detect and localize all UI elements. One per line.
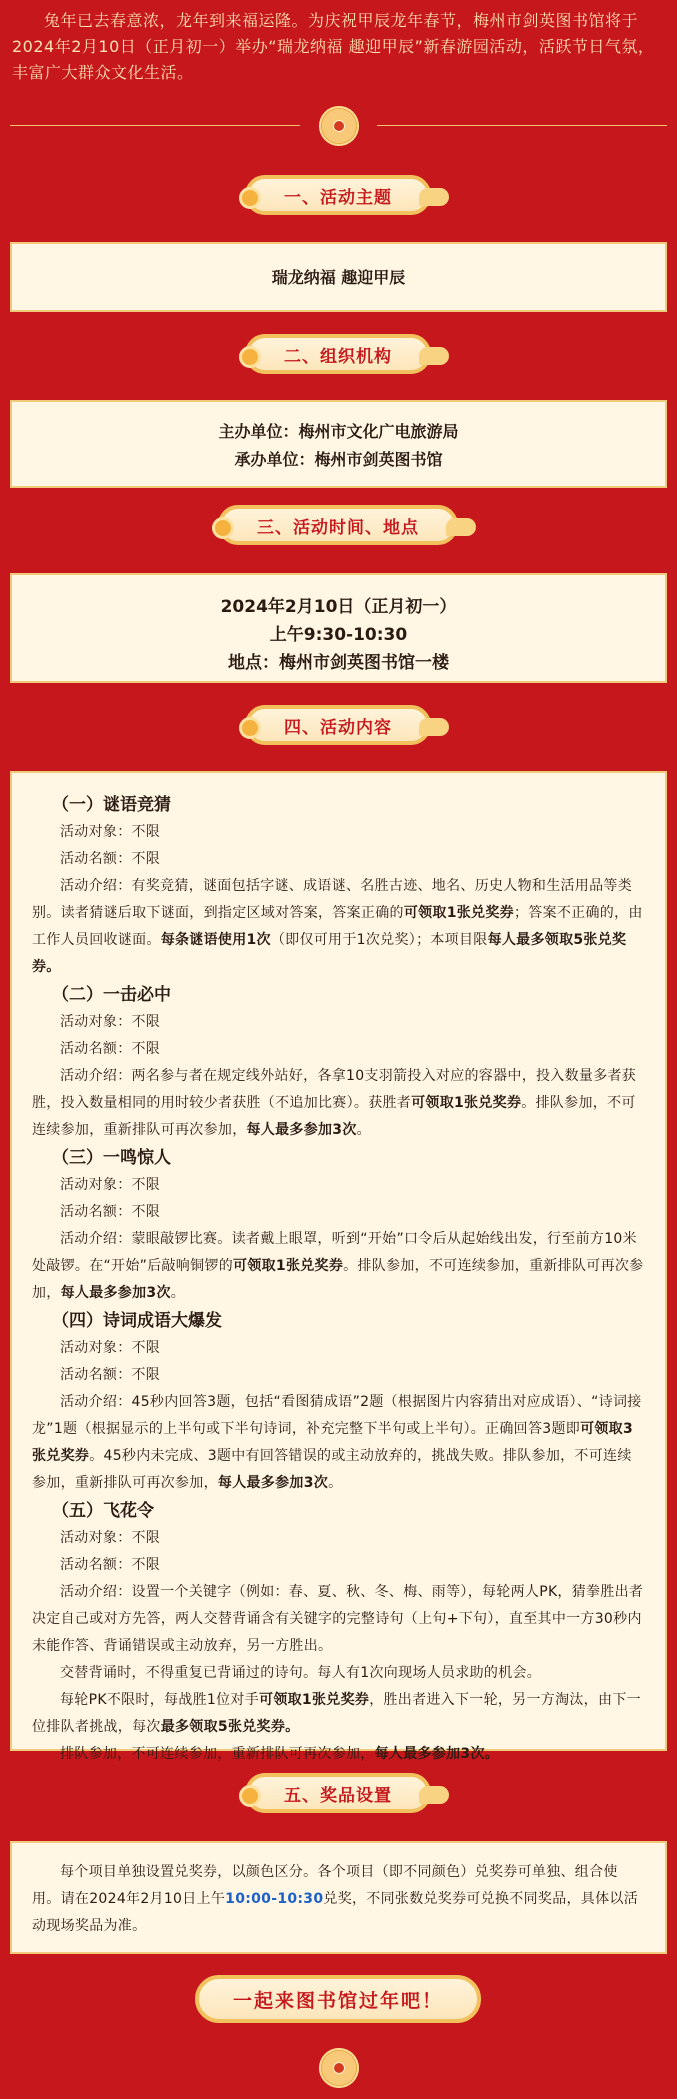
section-banner-time: 三、活动时间、地点: [218, 505, 458, 545]
event-place: 地点：梅州市剑英图书馆一楼: [228, 653, 449, 673]
activity-quota: 活动名额：不限: [60, 1041, 161, 1057]
activity-heading: （二）一击必中: [52, 985, 171, 1005]
activity-target: 活动对象：不限: [60, 824, 161, 840]
section-banner-theme: 一、活动主题: [245, 175, 431, 215]
event-date: 2024年2月10日（正月初一）: [220, 597, 457, 617]
section-banner-org: 二、组织机构: [245, 334, 431, 374]
theme-text: 瑞龙纳福 趣迎甲辰: [271, 268, 406, 287]
activity-quota: 活动名额：不限: [60, 1367, 161, 1383]
bottom-divider: [10, 2048, 667, 2088]
event-hours: 上午9:30-10:30: [269, 625, 408, 645]
top-divider: [10, 106, 667, 146]
section-banner-prize: 五、奖品设置: [245, 1773, 431, 1813]
organizer-unit: 承办单位：梅州市剑英图书馆: [234, 450, 443, 469]
activity-quota: 活动名额：不限: [60, 1557, 161, 1573]
activity-quota: 活动名额：不限: [60, 1204, 161, 1220]
activity-target: 活动对象：不限: [60, 1530, 161, 1546]
activity-intro: 活动介绍：有奖竞猜，谜面包括字谜、成语谜、名胜古迹、地名、历史人物和生活用品等类别。读者猜谜后取下谜面，到指定区域对答案，答案正确的可领取1张兑奖券；答案不正确的，由工作人员回收谜面。每条谜语使用1次（即仅可用于1次兑奖）；本项目限每人最多领取5张兑奖券。: [32, 878, 643, 975]
activity-target: 活动对象：不限: [60, 1340, 161, 1356]
activities-card: [10, 771, 667, 1762]
intro-paragraph: 兔年已去春意浓，龙年到来福运隆。为庆祝甲辰龙年春节，梅州市剑英图书馆将于2024年2月10日（正月初一）举办“瑞龙纳福 趣迎甲辰”新春游园活动，活跃节日气氛，丰富广大群众文化生活。: [12, 11, 655, 82]
activity-target: 活动对象：不限: [60, 1014, 161, 1030]
theme-card: [10, 242, 667, 312]
activity-intro: 活动介绍：45秒内回答3题，包括“看图猜成语”2题（根据图片内容猜出对应成语）、“诗词接龙”1题（根据显示的上半句或下半句诗词，补充完整下半句或上半句）。正确回答3题即可领取3张兑奖券。45秒内未完成、3题中有回答错误的或主动放弃的，挑战失败。排队参加，不可连续参加，重新排队可再次参加，每人最多参加3次。: [32, 1394, 642, 1491]
activity-heading: （五）飞花令: [52, 1501, 154, 1521]
activity-heading: （三）一鸣惊人: [52, 1148, 171, 1168]
plum-blossom-icon: [319, 2048, 359, 2088]
activity-heading: （四）诗词成语大爆发: [52, 1311, 222, 1331]
activity-join: 排队参加，不可连续参加，重新排队可再次参加，每人最多参加3次。: [60, 1746, 500, 1762]
activity-intro: 活动介绍：设置一个关键字（例如：春、夏、秋、冬、梅、雨等），每轮两人PK，猜拳胜出者决定自己或对方先答，两人交替背诵含有关键字的完整诗句（上句+下句），直至其中一方30秒内未能作答、背诵错误或主动放弃，另一方胜出。: [32, 1584, 644, 1654]
activity-intro: 活动介绍：两名参与者在规定线外站好，各拿10支羽箭投入对应的容器中，投入数量多者获胜，投入数量相同的用时较少者获胜（不追加比赛）。获胜者可领取1张兑奖券。排队参加，不可连续参加，重新排队可再次参加，每人最多参加3次。: [32, 1068, 637, 1138]
activity-heading: （一）谜语竞猜: [52, 795, 171, 815]
section-banner-content: 四、活动内容: [245, 705, 431, 745]
prize-card: [10, 1841, 667, 1954]
time-card: [10, 573, 667, 683]
org-card: [10, 400, 667, 488]
activity-round: 每轮PK不限时，每战胜1位对手可领取1张兑奖券，胜出者进入下一轮，另一方淘汰，由下一位排队者挑战，每次最多领取5张兑奖券。: [32, 1692, 641, 1735]
activity-intro: 活动介绍：蒙眼敲锣比赛。读者戴上眼罩，听到“开始”口令后从起始线出发，行至前方10米处敲锣。在“开始”后敲响铜锣的可领取1张兑奖券。排队参加，不可连续参加，重新排队可再次参加，每人最多参加3次。: [32, 1231, 644, 1301]
plum-blossom-icon: [319, 106, 359, 146]
prize-text: 每个项目单独设置兑奖券，以颜色区分。各个项目（即不同颜色）兑奖券可单独、组合使用。请在2024年2月10日上午10:00-10:30兑奖，不同张数兑奖券可兑换不同奖品，具体以活动现场奖品为准。: [32, 1864, 639, 1934]
activity-quota: 活动名额：不限: [60, 851, 161, 867]
activity-rule: 交替背诵时，不得重复已背诵过的诗句。每人有1次向现场人员求助的机会。: [60, 1665, 542, 1681]
activity-target: 活动对象：不限: [60, 1177, 161, 1193]
redeem-time: 10:00-10:30: [225, 1891, 324, 1907]
host-unit: 主办单位：梅州市文化广电旅游局: [218, 422, 459, 441]
closing-banner: 一起来图书馆过年吧！: [195, 1975, 481, 2023]
